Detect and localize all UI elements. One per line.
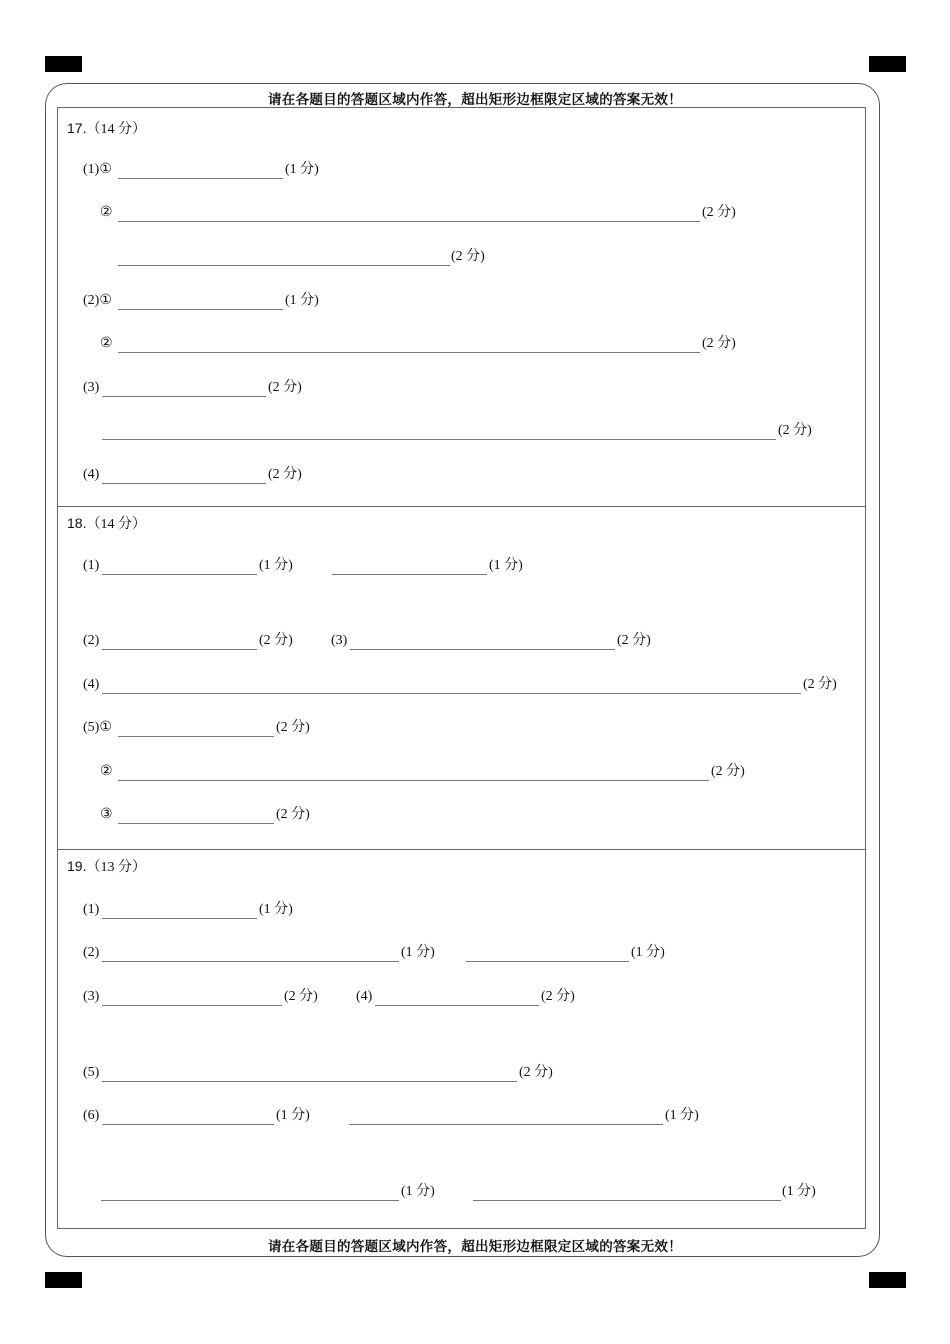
q18-2-label: (2)	[83, 633, 100, 648]
q17-2-2-answer-line[interactable]	[118, 352, 700, 353]
q19-3-answer-line[interactable]	[102, 1005, 282, 1006]
q18-5-1-answer-line[interactable]	[118, 736, 274, 737]
q17-1-2-answer-line[interactable]	[118, 221, 700, 222]
q19-1-score: (1 分)	[259, 902, 293, 917]
q19-5-answer-line[interactable]	[102, 1081, 517, 1082]
question-17-title: 17.（14 分）	[67, 120, 146, 137]
q17-3-continuation-line[interactable]	[102, 439, 776, 440]
q17-3-continuation-score: (2 分)	[778, 423, 812, 438]
q18-5-1-label: (5)①	[83, 720, 112, 735]
q19-2-answer-line[interactable]	[102, 961, 399, 962]
q17-1-3-score: (2 分)	[451, 249, 485, 264]
top-right-alignment-mark	[869, 56, 906, 72]
q18-4-label: (4)	[83, 677, 100, 692]
q19-6-score: (1 分)	[276, 1108, 310, 1123]
bottom-right-alignment-mark	[869, 1272, 906, 1288]
warning-top: 请在各题目的答题区域内作答，超出矩形边框限定区域的答案无效！	[268, 92, 682, 108]
q18-5-3-label: ③	[100, 807, 113, 822]
q17-1-2-score: (2 分)	[702, 205, 736, 220]
q18-5-3-score: (2 分)	[276, 807, 310, 822]
bottom-left-alignment-mark	[45, 1272, 82, 1288]
q18-4-score: (2 分)	[803, 677, 837, 692]
q18-3-answer-line[interactable]	[350, 649, 615, 650]
q18-1-score: (1 分)	[259, 558, 293, 573]
q19-2-score: (1 分)	[401, 945, 435, 960]
q19-6-fourth-answer-line[interactable]	[473, 1200, 781, 1201]
q18-4-answer-line[interactable]	[102, 693, 801, 694]
q18-1-label: (1)	[83, 558, 100, 573]
q19-6-second-answer-line[interactable]	[349, 1124, 663, 1125]
question-19-title: 19.（13 分）	[67, 858, 146, 875]
q19-3-label: (3)	[83, 989, 100, 1004]
q17-1-2-label: ②	[100, 205, 113, 220]
q18-3-label: (3)	[331, 633, 348, 648]
q18-5-2-answer-line[interactable]	[118, 780, 709, 781]
q18-1-second-score: (1 分)	[489, 558, 523, 573]
q17-3-label: (3)	[83, 380, 100, 395]
q18-5-1-score: (2 分)	[276, 720, 310, 735]
q19-6-third-answer-line[interactable]	[101, 1200, 399, 1201]
q17-3-score: (2 分)	[268, 380, 302, 395]
q17-4-score: (2 分)	[268, 467, 302, 482]
q19-6-answer-line[interactable]	[102, 1124, 274, 1125]
q19-6-label: (6)	[83, 1108, 100, 1123]
q17-2-1-score: (1 分)	[285, 293, 319, 308]
q19-5-label: (5)	[83, 1065, 100, 1080]
answer-box	[57, 107, 866, 1229]
q19-6-third-score: (1 分)	[401, 1184, 435, 1199]
q18-3-score: (2 分)	[617, 633, 651, 648]
q17-1-3-answer-line[interactable]	[118, 265, 450, 266]
q19-1-label: (1)	[83, 902, 100, 917]
q18-5-2-label: ②	[100, 764, 113, 779]
q18-5-2-score: (2 分)	[711, 764, 745, 779]
q17-1-1-answer-line[interactable]	[118, 178, 283, 179]
q19-5-score: (2 分)	[519, 1065, 553, 1080]
q19-4-label: (4)	[356, 989, 373, 1004]
q19-2-label: (2)	[83, 945, 100, 960]
q19-6-fourth-score: (1 分)	[782, 1184, 816, 1199]
q19-3-score: (2 分)	[284, 989, 318, 1004]
q18-1-answer-line[interactable]	[102, 574, 257, 575]
q18-2-score: (2 分)	[259, 633, 293, 648]
question-18-title: 18.（14 分）	[67, 515, 146, 532]
q17-2-2-label: ②	[100, 336, 113, 351]
q19-6-second-score: (1 分)	[665, 1108, 699, 1123]
question-18	[58, 507, 865, 850]
q17-2-1-answer-line[interactable]	[118, 309, 283, 310]
question-17	[58, 108, 865, 507]
q17-2-2-score: (2 分)	[702, 336, 736, 351]
q19-1-answer-line[interactable]	[102, 918, 257, 919]
q18-1-second-answer-line[interactable]	[332, 574, 487, 575]
q18-2-answer-line[interactable]	[102, 649, 257, 650]
q17-4-label: (4)	[83, 467, 100, 482]
q17-3-answer-line[interactable]	[102, 396, 266, 397]
q19-4-score: (2 分)	[541, 989, 575, 1004]
q17-1-1-score: (1 分)	[285, 162, 319, 177]
q18-5-3-answer-line[interactable]	[118, 823, 274, 824]
warning-bottom: 请在各题目的答题区域内作答，超出矩形边框限定区域的答案无效！	[268, 1239, 682, 1255]
question-19	[58, 850, 865, 1228]
q19-4-answer-line[interactable]	[375, 1005, 539, 1006]
q19-2-second-answer-line[interactable]	[466, 961, 629, 962]
q17-2-1-label: (2)①	[83, 293, 112, 308]
q17-1-1-label: (1)①	[83, 162, 112, 177]
q19-2-second-score: (1 分)	[631, 945, 665, 960]
q17-4-answer-line[interactable]	[102, 483, 266, 484]
top-left-alignment-mark	[45, 56, 82, 72]
